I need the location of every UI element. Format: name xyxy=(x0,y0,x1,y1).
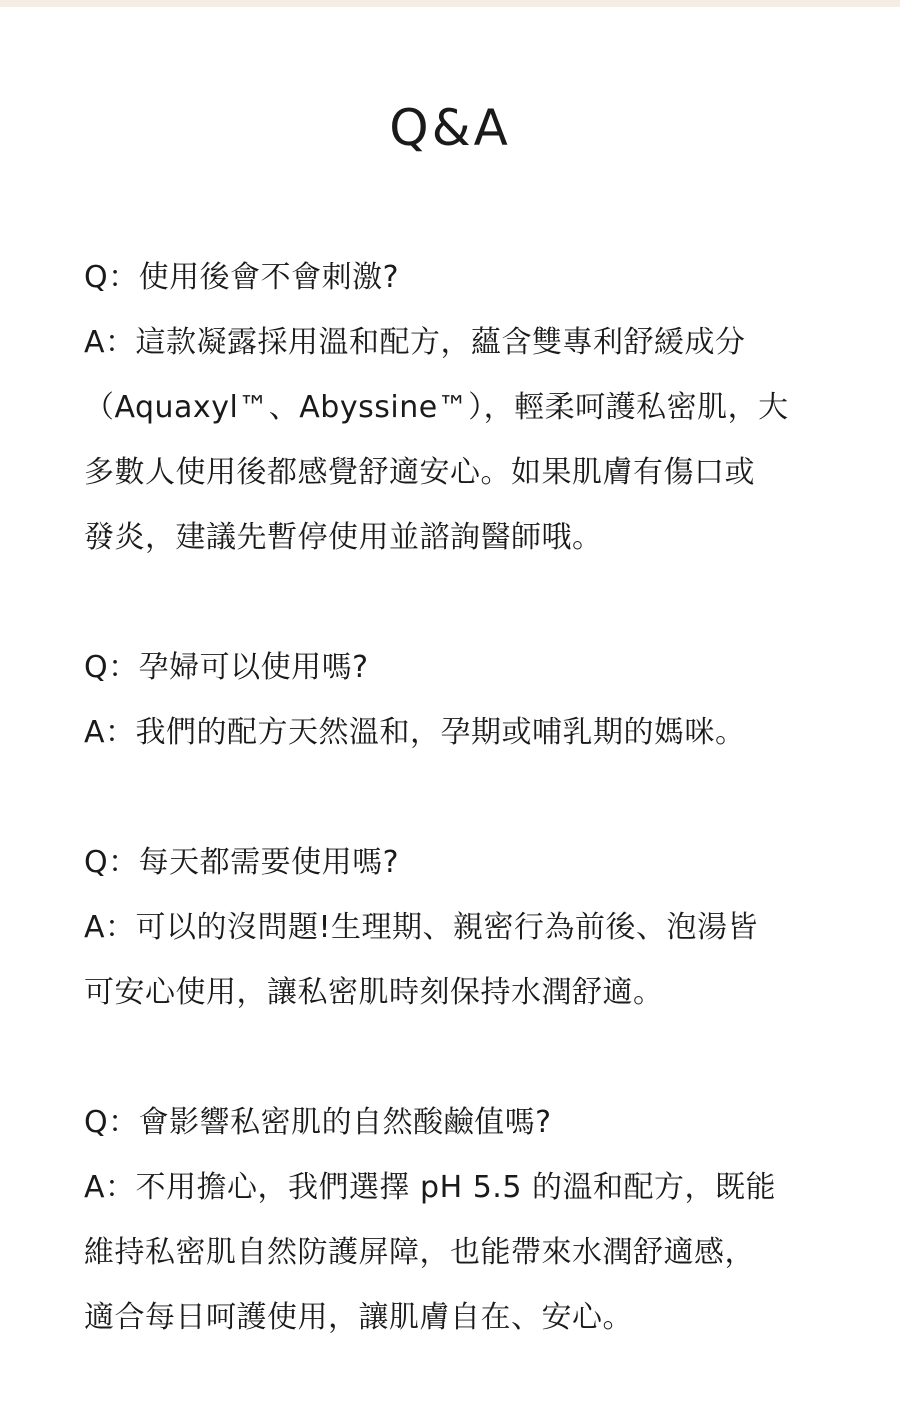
question-text: Q：會影響私密肌的自然酸鹼值嗎? xyxy=(84,1105,552,1140)
qa-item-2 xyxy=(84,635,824,765)
answer-text: A：這款凝露採用溫和配方，蘊含雙專利舒緩成分 xyxy=(84,325,746,360)
answer-text: A：不用擔心，我們選擇 pH 5.5 的溫和配方，既能 xyxy=(84,1170,776,1205)
page-title: Q&A xyxy=(389,99,511,157)
qa-item-1 xyxy=(84,245,824,570)
answer-text: 維持私密肌自然防護屏障，也能帶來水潤舒適感， xyxy=(84,1235,755,1270)
answer-text: A：可以的沒問題!生理期、親密行為前後、泡湯皆 xyxy=(84,910,759,945)
question-text: Q：使用後會不會刺激? xyxy=(84,260,400,295)
qa-item-4 xyxy=(84,1090,824,1350)
question-text: Q：每天都需要使用嗎? xyxy=(84,845,400,880)
question-text: Q：孕婦可以使用嗎? xyxy=(84,650,369,685)
answer-text: 多數人使用後都感覺舒適安心。如果肌膚有傷口或 xyxy=(84,455,755,490)
answer-text: 可安心使用，讓私密肌時刻保持水潤舒適。 xyxy=(84,975,664,1010)
top-decorative-strip xyxy=(0,0,900,7)
answer-text: A：我們的配方天然溫和，孕期或哺乳期的媽咪。 xyxy=(84,715,746,750)
answer-text: 適合每日呵護使用，讓肌膚自在、安心。 xyxy=(84,1300,633,1335)
answer-text: （Aquaxyl™、Abyssine™），輕柔呵護私密肌，大 xyxy=(84,390,789,425)
qa-list xyxy=(84,245,824,1415)
qa-item-3 xyxy=(84,830,824,1025)
answer-text: 發炎，建議先暫停使用並諮詢醫師哦。 xyxy=(84,520,603,555)
